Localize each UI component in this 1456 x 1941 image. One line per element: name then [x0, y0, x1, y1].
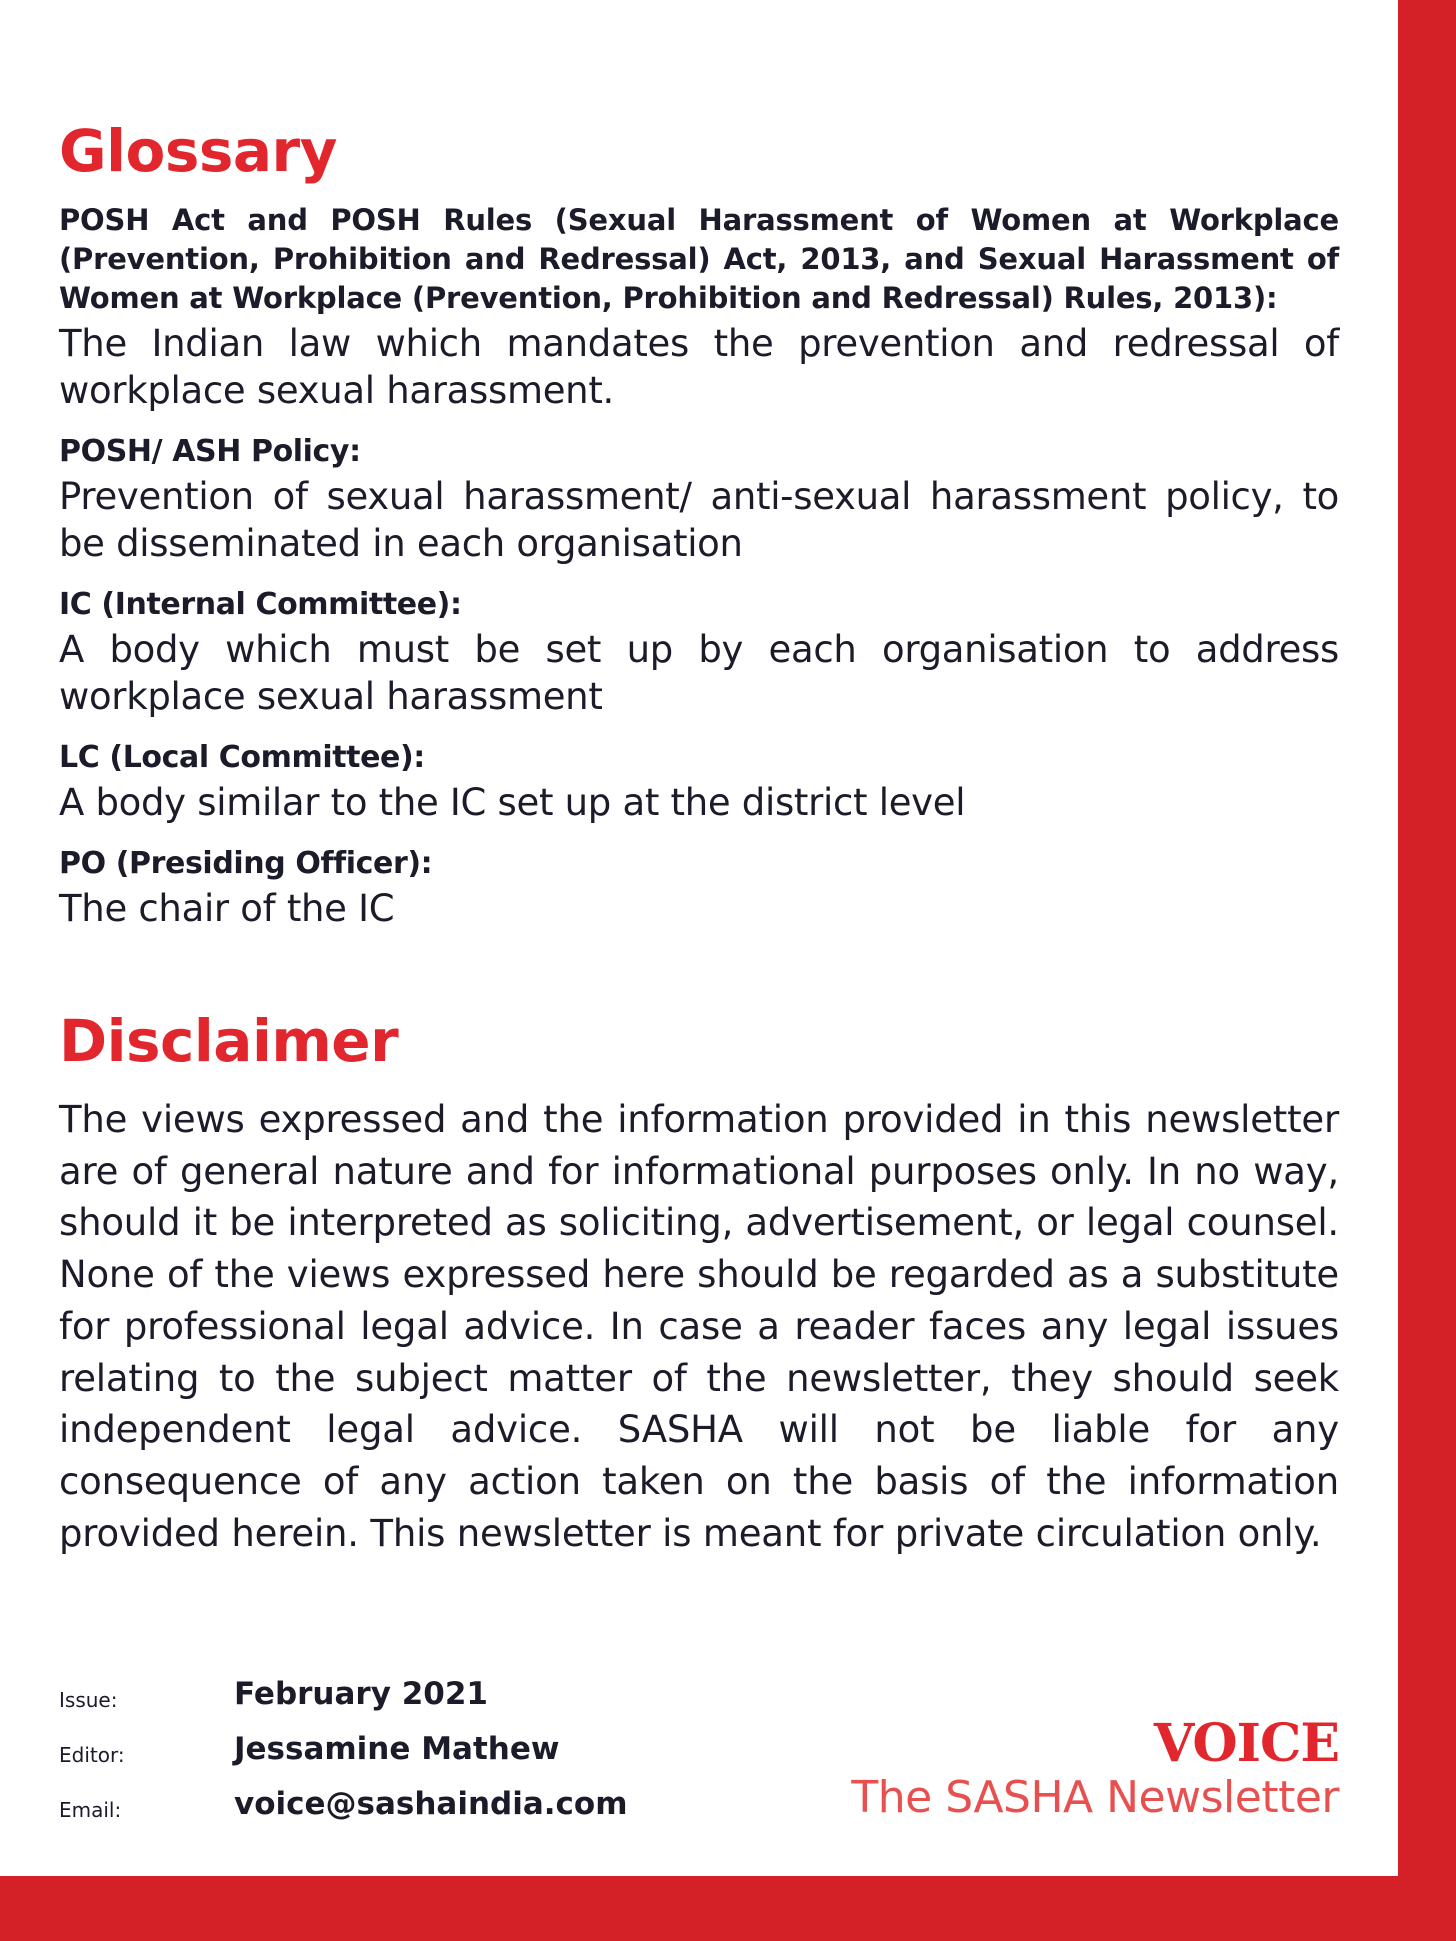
glossary-item — [59, 585, 1339, 720]
glossary-title: Glossary — [59, 117, 337, 185]
glossary-definition: The Indian law which mandates the prevention and redressal of workplace sexual harassment. — [59, 322, 1339, 412]
glossary-list — [59, 201, 1339, 950]
bottom-accent-bar — [0, 1876, 1456, 1941]
glossary-definition: The chair of the IC — [59, 887, 395, 930]
brand-name: VOICE — [1153, 1713, 1339, 1774]
disclaimer-text: The views expressed and the information provided in this newsletter are of general nature and for informational purposes only. In no way, should it be interpreted as soliciting, advertisement, or legal counsel. None of the views expressed here should be regarded as a substitute for professional legal advice. In case a reader faces any legal issues relating to the subject matter of the newsletter, they should seek independent legal advice. SASHA will not be liable for any consequence of any action taken on the basis of the information provided herein. This newsletter is meant for private circulation only. — [59, 1098, 1339, 1555]
glossary-definition: A body which must be set up by each organisation to address workplace sexual harassment — [59, 628, 1339, 718]
glossary-item — [59, 201, 1339, 414]
glossary-term: LC (Local Committee): — [59, 740, 425, 775]
glossary-definition: Prevention of sexual harassment/ anti-sexual harassment policy, to be disseminated in each organisation — [59, 475, 1339, 565]
editor-value: Jessamine Mathew — [234, 1731, 560, 1767]
glossary-item — [59, 844, 1339, 932]
issue-label: Issue: — [59, 1688, 118, 1712]
email-value: voice@sashaindia.com — [234, 1786, 628, 1822]
disclaimer-title: Disclaimer — [59, 1007, 399, 1075]
email-label: Email: — [59, 1798, 122, 1822]
glossary-term: POSH/ ASH Policy: — [59, 434, 361, 469]
right-accent-bar — [1398, 0, 1456, 1941]
glossary-term: IC (Internal Committee): — [59, 587, 462, 622]
glossary-term: PO (Presiding Officer): — [59, 846, 433, 881]
issue-value: February 2021 — [234, 1676, 488, 1712]
glossary-term: POSH Act and POSH Rules (Sexual Harassment of Women at Workplace (Prevention, Prohibition and Redressal) Act, 2013, and Sexual Harassment of Women at Workplace (Prevention, Prohibition and Redressal) Rules, 2013): — [59, 203, 1339, 315]
glossary-definition: A body similar to the IC set up at the district level — [59, 781, 966, 824]
editor-label: Editor: — [59, 1743, 125, 1767]
glossary-item — [59, 738, 1339, 826]
glossary-item — [59, 432, 1339, 567]
newsletter-brand — [851, 1713, 1339, 1823]
brand-tagline: The SASHA Newsletter — [851, 1772, 1339, 1823]
